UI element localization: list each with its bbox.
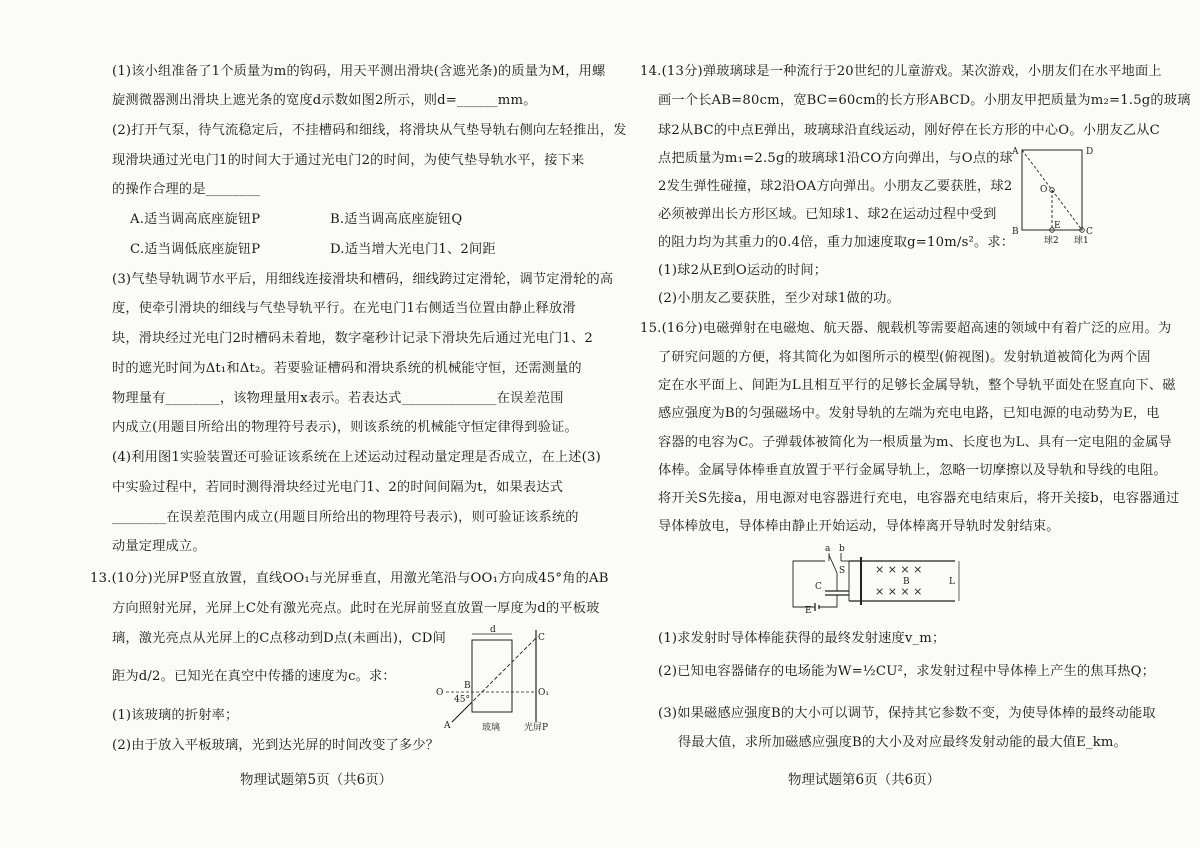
text-line: 中实验过程中，若同时测得滑块经过光电门1、2的时间间隔为t，如果表达式 [112,480,564,495]
svg-text:× × × ×: × × × × [875,585,923,598]
figure-label: b [839,544,845,554]
option-c: C.适当调低底座旋钮P [130,242,261,257]
page-footer: 物理试题第5页（共6页） [240,772,393,788]
text-line: 的操作合理的是________ [112,182,261,197]
text-line: 画一个长AB=80cm，宽BC=60cm的长方形ABCD。小朋友甲把质量为m₂=1.5g的玻璃 [658,93,1191,108]
figure-label: a [825,544,831,554]
text-line: (1)球2从E到O运动的时间； [658,263,828,278]
text-line: 动量定理成立。 [112,539,206,554]
text-line: (3)如果磁感应强度B的大小可以调节，保持其它参数不变，为使导体棒的最终动能取 [658,706,1156,721]
text-line: 时的遮光时间为Δt₁和Δt₂。若要验证槽码和滑块系统的机械能守恒，还需测量的 [112,361,582,376]
figure-label: 球2 [1044,236,1059,246]
text-line: 度，使牵引滑块的细线与气垫导轨平行。在光电门1右侧适当位置由静止释放滑 [112,301,576,316]
figure-label: B [464,681,471,691]
text-line: (4)利用图1实验装置还可验证该系统在上述运动过程动量定理是否成立，在上述(3) [112,450,601,465]
text-line: 物理量有________，该物理量用x表示。若表达式______________在误差范围 [112,391,564,406]
figure-label: 光屏P [524,723,549,732]
text-line: (1)该玻璃的折射率； [112,708,239,723]
text-line: 2发生弹性碰撞，球2沿OA方向弹出。小朋友乙要获胜，球2 [658,179,1013,194]
text-line: (1)该小组准备了1个质量为m的钩码，用天平测出滑块(含遮光条)的质量为M，用螺 [112,64,606,79]
text-line: 感应强度为B的匀强磁场中。发射导轨的左端为充电电路，已知电源的电动势为E，电 [658,406,1160,421]
text-line: 点把质量为m₁=2.5g的玻璃球1沿CO方向弹出，与O点的球 [658,151,1013,166]
text-line: 璃，激光亮点从光屏上的C点移动到D点(未画出)，CD间 [112,631,446,646]
question-13-title: 13.(10分)光屏P竖直放置，直线OO₁与光屏垂直，用激光笔沿与OO₁方向成45°角的AB [90,571,609,586]
figure-label: B [1012,227,1019,237]
text-line: (1)求发射时导体棒能获得的最终发射速度v_m； [658,631,946,646]
svg-text:× × × ×: × × × × [875,563,923,576]
figure-label: D [1086,147,1094,157]
text-line: 容器的电容为C。子弹载体被简化为一根质量为m、长度也为L、具有一定电阻的金属导 [658,435,1172,450]
figure-label: L [949,577,955,587]
text-line: 了研究问题的方便，将其简化为如图所示的模型(俯视图)。发射轨道被简化为两个固 [658,350,1151,365]
option-a: A.适当调高底座旋钮P [130,212,261,227]
figure-label: C [538,633,545,643]
text-line: 方向照射光屏，光屏上C处有激光亮点。此时在光屏前竖直放置一厚度为d的平板玻 [112,601,600,616]
text-line: (2)小朋友乙要获胜，至少对球1做的功。 [658,291,901,306]
text-line: 现滑块通过光电门1的时间大于通过光电门2的时间，为使气垫导轨水平，接下来 [112,153,585,168]
option-b: B.适当调高底座旋钮Q [330,212,463,227]
text-line: (3)气垫导轨调节水平后，用细线连接滑块和槽码，细线跨过定滑轮，调节定滑轮的高 [112,272,614,287]
option-d: D.适当增大光电门1、2间距 [330,242,496,257]
figure-label: 玻璃 [482,723,501,732]
figure-label: B [903,577,910,587]
figure-label: d [490,625,496,635]
rail-circuit-figure [785,543,965,615]
figure-label: O [1040,185,1048,195]
text-line: 球2从BC的中点E弹出，玻璃球沿直线运动，刚好停在长方形的中心O。小朋友乙从C [658,123,1160,138]
figure-label: O₁ [538,688,549,698]
text-line: (2)由于放入平板玻璃，光到达光屏的时间改变了多少？ [112,738,440,753]
question-15-title: 15.(16分)电磁弹射在电磁炮、航天器、舰载机等需要超高速的领域中有着广泛的应用。为 [640,321,1172,336]
text-line: 必须被弹出长方形区域。已知球1、球2在运动过程中受到 [658,207,997,222]
figure-label: 45° [454,695,470,705]
exam-page-6 [600,0,1200,848]
figure-label: E [1054,221,1061,231]
figure-label: S [839,566,846,576]
text-line: 将开关S先接a，用电源对电容器进行充电，电容器充电结束后，将开关接b，电容器通过 [658,491,1180,506]
figure-label: C [1086,227,1093,237]
text-line: ________在误差范围内成立(用题目所给出的物理符号表示)，则可验证该系统的 [112,510,579,525]
question-14-title: 14.(13分)弹玻璃球是一种流行于20世纪的儿童游戏。某次游戏，小朋友们在水平地面上 [640,64,1162,79]
text-line: 定在水平面上、间距为L且相互平行的足够长金属导轨，整个导轨平面处在竖直向下、磁 [658,378,1176,393]
text-line: 得最大值，求所加磁感应强度B的大小及对应最终发射动能的最大值E_km。 [678,735,1128,750]
figure-label: E [805,606,812,615]
figure-label: A [444,721,451,731]
text-line: 块，滑块经过光电门2时槽码未着地，数字毫秒计记录下滑块先后通过光电门1、2 [112,331,593,346]
text-line: 内成立(用题目所给出的物理符号表示)，则该系统的机械能守恒定律得到验证。 [112,420,578,435]
page-footer: 物理试题第6页（共6页） [788,772,941,788]
text-line: 体棒。金属导体棒垂直放置于平行金属导轨上，忽略一切摩擦以及导轨和导线的电阻。 [658,463,1167,478]
rectangle-figure [1008,142,1102,246]
figure-label: A [1012,147,1019,157]
text-line: 导体棒放电，导体棒由静止开始运动，导体棒离开导轨时发射结束。 [658,519,1060,534]
text-line: (2)打开气泵，待气流稳定后，不挂槽码和细线，将滑块从气垫导轨右侧向左轻推出，发 [112,123,627,138]
text-line: 的阻力均为其重力的0.4倍，重力加速度取g=10m/s²。求： [658,235,1015,250]
text-line: (2)已知电容器储存的电场能为W=½CU²，求发射过程中导体棒上产生的焦耳热Q； [658,664,1155,679]
figure-label: O [436,688,444,698]
text-line: 旋测微器测出滑块上遮光条的宽度d示数如图2所示，则d=______mm。 [112,93,537,108]
figure-label: 球1 [1074,236,1089,246]
figure-label: C [815,582,822,592]
glass-slab-figure [432,622,562,732]
text-line: 距为d/2。已知光在真空中传播的速度为c。求： [112,669,396,684]
